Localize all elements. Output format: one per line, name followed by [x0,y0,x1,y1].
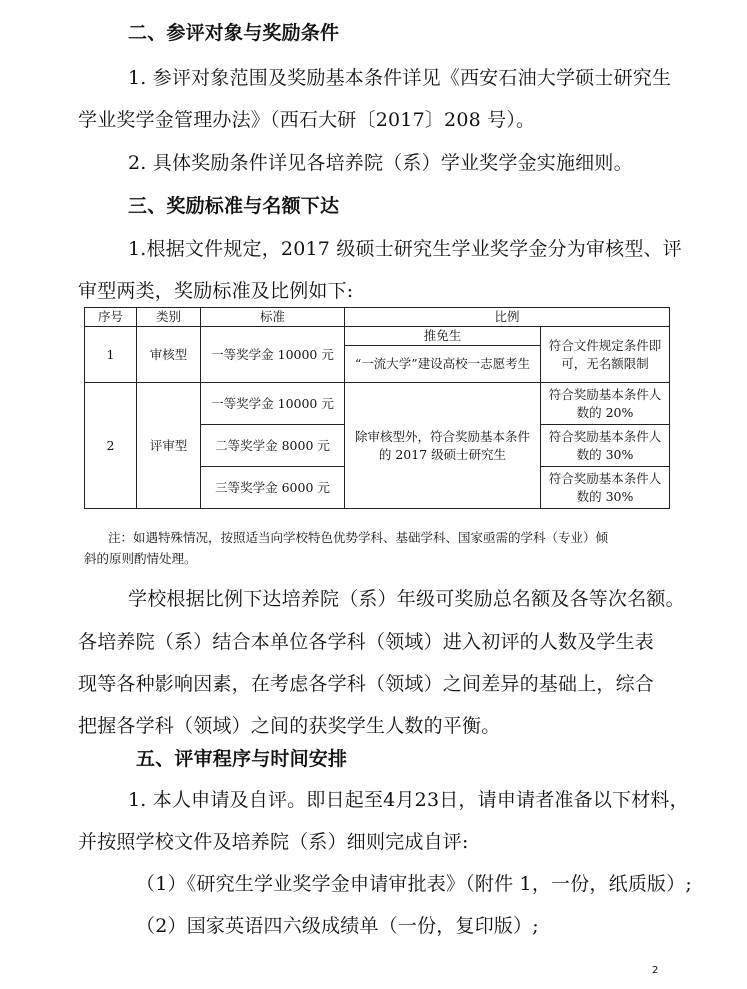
section5-heading: 五、评审程序与时间安排 [136,748,348,770]
page-number: 2 [652,965,659,976]
quota-para-line3: 现等各种影响因素，在考虑各学科（领域）之间差异的基础上，综合 [78,673,655,695]
row2-ratio-2: 符合奖励基本条件人数的 30% [541,425,670,467]
table-row [85,383,670,425]
row2-type: 评审型 [137,383,201,509]
section2-p2: 2. 具体奖励条件详见各培养院（系）学业奖学金实施细则。 [128,152,633,174]
section3-p1-line2: 审型两类，奖励标准及比例如下: [78,280,354,302]
section2-p1-line1: 1. 参评对象范围及奖励基本条件详见《西安石油大学硕士研究生 [128,67,672,89]
section5-p1-line2: 并按照学校文件及培养院（系）细则完成自评: [78,831,469,853]
row2-ratio-3: 符合奖励基本条件人数的 30% [541,467,670,509]
header-no: 序号 [85,308,137,327]
section2-p1-line2: 学业奖学金管理办法》（西石大研〔2017〕208 号）。 [78,109,536,131]
row2-standard-3: 三等奖学金 6000 元 [201,467,345,509]
quota-para-line1: 学校根据比例下达培养院（系）年级可奖励总名额及各等次名额。 [128,588,685,610]
table-note-line2: 斜的原则酌情处理。 [84,551,197,566]
header-ratio: 比例 [345,308,670,327]
quota-para-line2: 各培养院（系）结合本单位各学科（领域）进入初评的人数及学生表 [78,631,655,653]
award-standard-table [84,307,670,509]
section5-item1: （1）《研究生学业奖学金申请审批表》（附件 1，一份，纸质版）; [136,873,693,895]
table-header-row [85,308,670,327]
row1-sub1: 推免生 [345,327,541,346]
row1-no: 1 [85,327,137,383]
row2-standard-1: 一等奖学金 10000 元 [201,383,345,425]
section3-heading: 三、奖励标准与名额下达 [128,195,340,217]
section2-heading: 二、参评对象与奖励条件 [128,22,340,44]
section5-item2: （2）国家英语四六级成绩单（一份，复印版）; [136,915,539,937]
row2-standard-2: 二等奖学金 8000 元 [201,425,345,467]
table-note-line1: 注：如遇特殊情况，按照适当向学校特色优势学科、基础学科、国家亟需的学科（专业）倾 [108,530,609,545]
row1-sub2: “一流大学”建设高校一志愿考生 [345,346,541,383]
row2-ratio-1: 符合奖励基本条件人数的 20% [541,383,670,425]
table-row [85,327,670,346]
row1-type: 审核型 [137,327,201,383]
section5-p1-line1: 1. 本人申请及自评。即日起至4月23日，请申请者准备以下材料， [128,789,689,811]
row1-ratio: 符合文件规定条件即可，无名额限制 [541,327,670,383]
header-type: 类别 [137,308,201,327]
row2-condition: 除审核型外，符合奖励基本条件的 2017 级硕士研究生 [345,383,541,509]
quota-para-line4: 把握各学科（领域）之间的获奖学生人数的平衡。 [78,715,501,737]
header-standard: 标准 [201,308,345,327]
row2-no: 2 [85,383,137,509]
section3-p1-line1: 1.根据文件规定，2017 级硕士研究生学业奖学金分为审核型、评 [128,238,682,260]
row1-standard: 一等奖学金 10000 元 [201,327,345,383]
